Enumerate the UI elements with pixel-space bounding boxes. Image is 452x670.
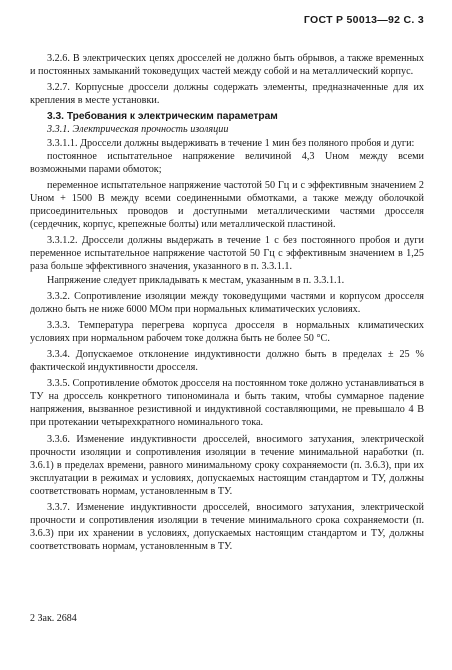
paragraph-3-3-1-1: 3.3.1.1. Дроссели должны выдерживать в течение 1 мин без поляного пробоя и дуги: (47, 137, 415, 149)
paragraph-voltage-application: Напряжение следует прикладывать к местам, указанным в п. 3.3.1.1. (47, 274, 345, 286)
paragraph-3-3-5: 3.3.5. Сопротивление обмоток дросселя на постоянном токе должно устанавливаться в ТУ на дроссель конкретного типономинала и быть таким, чтобы суммарное падение напряжения, вызванное резистивной и индуктивной составляющими, не превышало 4 В при протекании четырехкратного номинального тока. (30, 378, 424, 429)
paragraph-3-3-3: 3.3.3. Температура перегрева корпуса дросселя в нормальных климатических условиях при нормальном рабочем токе должна быть не более 50 °С. (30, 319, 424, 344)
paragraph-3-3-6: 3.3.6. Изменение индуктивности дросселей, вносимого затухания, электрической прочности изоляции и сопротивления изоляции в течение минимальной наработки (п. 3.6.1) в пределах времени, равного минимальному сроку сохраняемости (п. 3.6.3), при их эксплуатации в режимах и условиях, допускаемых настоящим стандартом и ТУ, должны соответствовать нормам, установленным в ТУ. (30, 433, 424, 497)
page-header: ГОСТ Р 50013—92 С. 3 (303, 14, 424, 26)
paragraph-dc-test-voltage: постоянное испытательное напряжение величиной 4,3 Uном между всеми возможными парами обмоток; (30, 150, 424, 175)
paragraph-3-3-1-2: 3.3.1.2. Дроссели должны выдержать в течение 1 с без постоянного пробоя и дуги переменное испытательное напряжение частотой 50 Гц с эффективным значением в 1,25 раза больше эффективного значения, указанного в п. 3.3.1.1. (30, 235, 424, 273)
page-footer: 2 Зак. 2684 (30, 613, 77, 624)
paragraph-3-3-2: 3.3.2. Сопротивление изоляции между токоведущими частями и корпусом дросселя должно быть не ниже 6000 МОм при нормальных климатических условиях. (30, 290, 424, 315)
paragraph-3-3-4: 3.3.4. Допускаемое отклонение индуктивности должно быть в пределах ± 25 % фактической индуктивности дросселя. (30, 348, 424, 374)
document-body (30, 52, 424, 553)
paragraph-3-2-6: 3.2.6. В электрических цепях дросселей не должно быть обрывов, а также временных и постоянных замыканий токоведущих частей между собой и на металлический корпус. (30, 53, 424, 78)
paragraph-3-3-7: 3.3.7. Изменение индуктивности дросселей, вносимого затухания, электрической прочности и сопротивления изоляции в течение минимального срока сохраняемости (п. 3.6.3) при их хранении в условиях, допускаемых настоящим стандартом и ТУ, должны соответствовать нормам, установленным в ТУ. (30, 502, 424, 553)
paragraph-ac-test-voltage: переменное испытательное напряжение частотой 50 Гц и с эффективным значением 2 Uном + 1500 В между всеми соединенными обмотками, а также между оболочкой присоединительных проводов и доступными металлическими частями дросселя (сердечник, корпус, крепежные болты) или металлической пластиной. (30, 179, 424, 231)
paragraph-3-2-7: 3.2.7. Корпусные дроссели должны содержать элементы, предназначенные для их крепления в месте установки. (30, 82, 424, 107)
section-heading-3-3: 3.3. Требования к электрическим параметрам (47, 111, 278, 123)
subsection-title-3-3-1: 3.3.1. Электрическая прочность изоляции (47, 124, 229, 136)
